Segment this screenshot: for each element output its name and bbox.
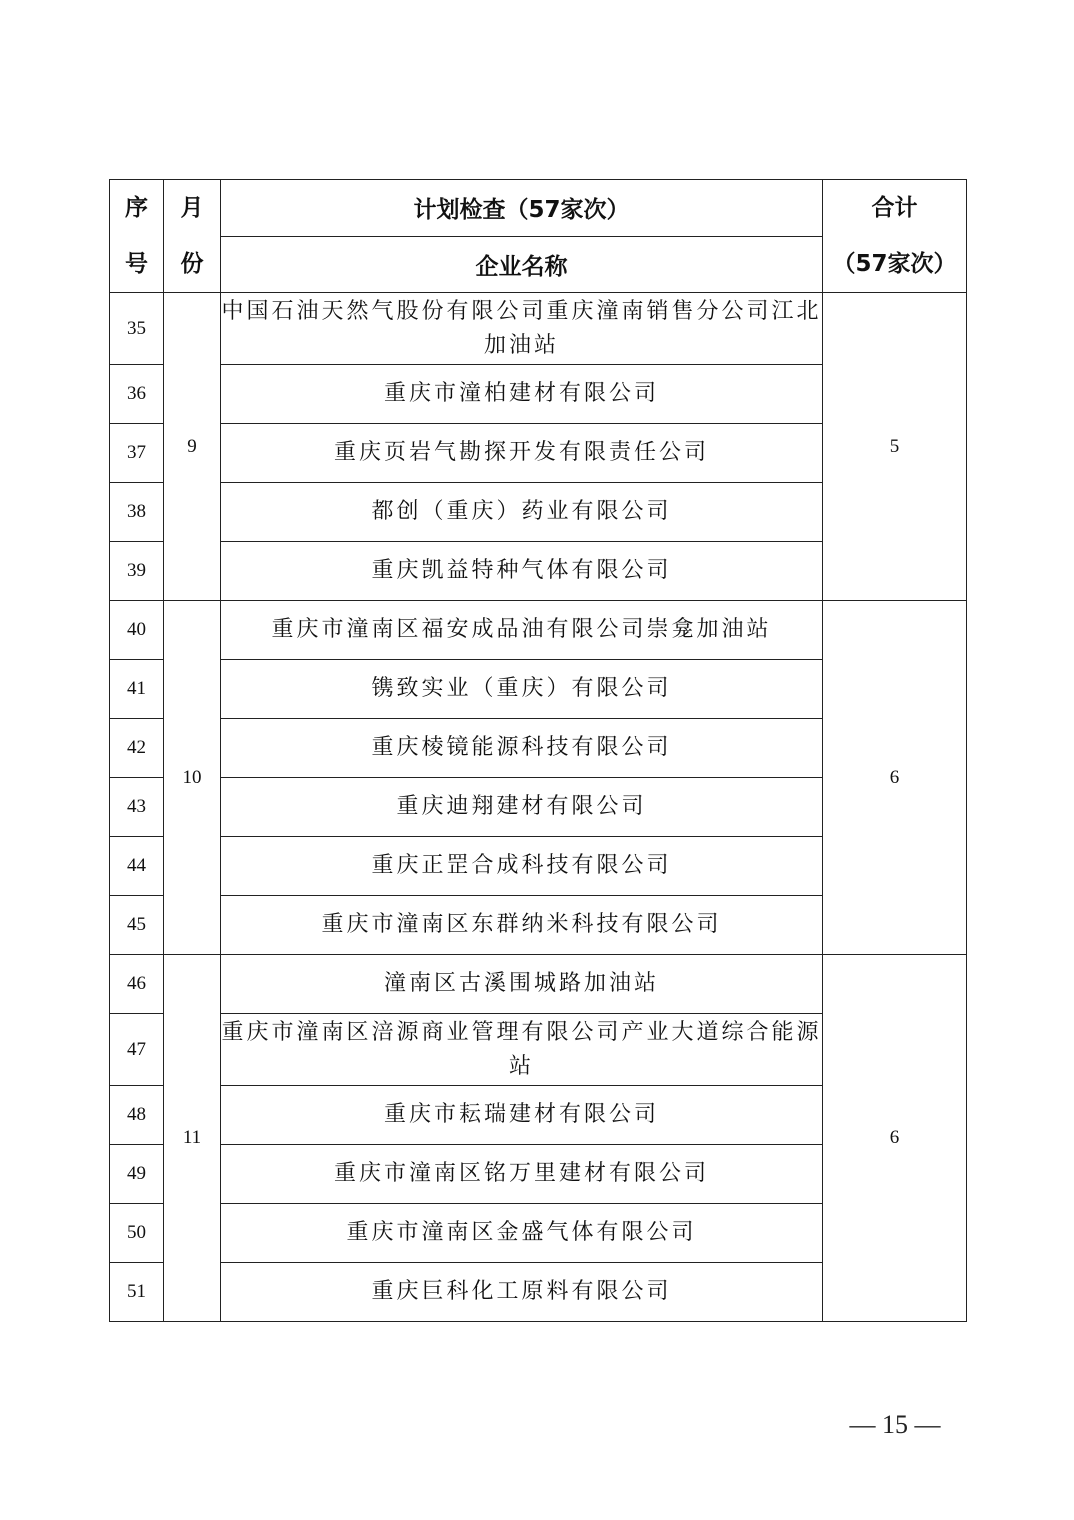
seq-cell: 51 xyxy=(110,1263,164,1322)
table-row xyxy=(110,955,967,1014)
table-body xyxy=(110,293,967,1322)
total-cell: 6 xyxy=(823,601,967,955)
company-name-cell: 重庆市潼南区东群纳米科技有限公司 xyxy=(221,896,823,955)
header-company-name: 企业名称 xyxy=(221,236,823,293)
month-cell: 9 xyxy=(164,293,221,601)
company-name-cell: 重庆市潼南区铭万里建材有限公司 xyxy=(221,1145,823,1204)
seq-cell: 44 xyxy=(110,837,164,896)
seq-cell: 45 xyxy=(110,896,164,955)
seq-cell: 40 xyxy=(110,601,164,660)
seq-cell: 39 xyxy=(110,542,164,601)
total-cell: 5 xyxy=(823,293,967,601)
total-cell: 6 xyxy=(823,955,967,1322)
seq-cell: 46 xyxy=(110,955,164,1014)
company-name-cell: 重庆市潼南区福安成品油有限公司崇龛加油站 xyxy=(221,601,823,660)
seq-cell: 38 xyxy=(110,483,164,542)
month-cell: 10 xyxy=(164,601,221,955)
company-name-cell: 镌致实业（重庆）有限公司 xyxy=(221,660,823,719)
company-name-cell: 重庆凯益特种气体有限公司 xyxy=(221,542,823,601)
seq-cell: 41 xyxy=(110,660,164,719)
company-name-cell: 重庆迪翔建材有限公司 xyxy=(221,778,823,837)
company-name-cell: 重庆市潼柏建材有限公司 xyxy=(221,365,823,424)
header-seq: 序 号 xyxy=(110,180,164,293)
company-name-cell: 重庆市耘瑞建材有限公司 xyxy=(221,1086,823,1145)
inspection-plan-table xyxy=(109,179,967,1322)
header-total: 合计 （57家次） xyxy=(823,180,967,293)
company-name-cell: 重庆页岩气勘探开发有限责任公司 xyxy=(221,424,823,483)
seq-cell: 36 xyxy=(110,365,164,424)
company-name-cell: 重庆巨科化工原料有限公司 xyxy=(221,1263,823,1322)
seq-cell: 48 xyxy=(110,1086,164,1145)
table-row xyxy=(110,293,967,365)
table-row xyxy=(110,601,967,660)
seq-cell: 42 xyxy=(110,719,164,778)
page-number: — 15 — xyxy=(849,1410,941,1439)
company-name-cell: 重庆棱镜能源科技有限公司 xyxy=(221,719,823,778)
seq-cell: 35 xyxy=(110,293,164,365)
header-month: 月 份 xyxy=(164,180,221,293)
seq-cell: 37 xyxy=(110,424,164,483)
header-plan-title: 计划检查（57家次） xyxy=(221,180,823,237)
seq-cell: 43 xyxy=(110,778,164,837)
company-name-cell: 重庆市潼南区涪源商业管理有限公司产业大道综合能源站 xyxy=(221,1014,823,1086)
seq-cell: 50 xyxy=(110,1204,164,1263)
company-name-cell: 重庆市潼南区金盛气体有限公司 xyxy=(221,1204,823,1263)
company-name-cell: 都创（重庆）药业有限公司 xyxy=(221,483,823,542)
company-name-cell: 潼南区古溪围城路加油站 xyxy=(221,955,823,1014)
seq-cell: 47 xyxy=(110,1014,164,1086)
month-cell: 11 xyxy=(164,955,221,1322)
seq-cell: 49 xyxy=(110,1145,164,1204)
company-name-cell: 重庆正罡合成科技有限公司 xyxy=(221,837,823,896)
company-name-cell: 中国石油天然气股份有限公司重庆潼南销售分公司江北加油站 xyxy=(221,293,823,365)
